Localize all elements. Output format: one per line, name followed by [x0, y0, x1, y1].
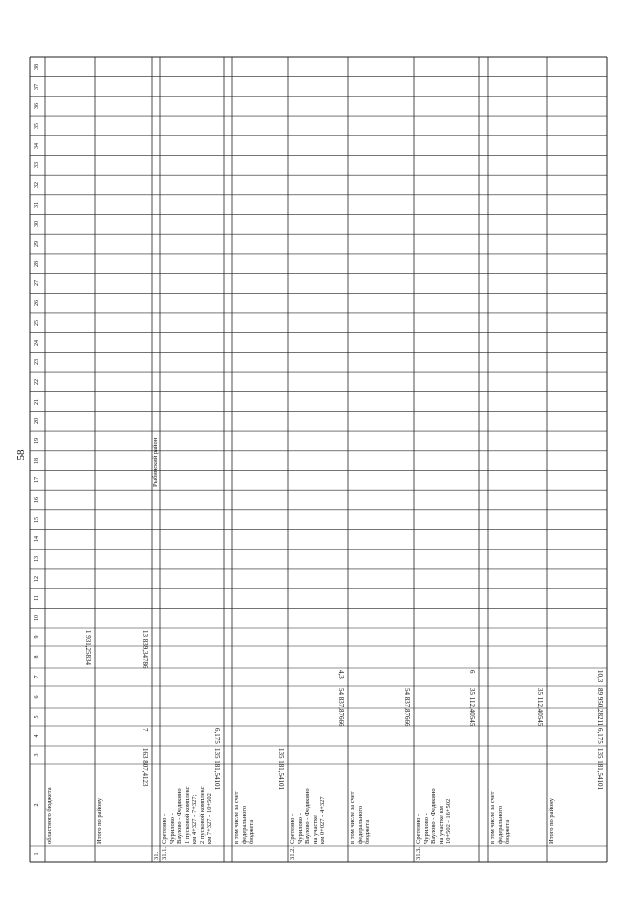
value-col-4: 6,175 — [213, 728, 221, 744]
col-number-12: 12 — [34, 575, 40, 582]
col-number-13: 13 — [34, 556, 40, 563]
row-name: Итого по району — [548, 797, 555, 844]
col-number-29: 29 — [34, 241, 40, 248]
row-name: областного бюджета — [46, 787, 53, 844]
col-number-37: 37 — [34, 83, 40, 90]
col-number-11: 11 — [34, 595, 40, 602]
col-number-5: 5 — [34, 715, 40, 719]
col-number-4: 4 — [34, 734, 40, 738]
col-number-34: 34 — [34, 142, 40, 149]
col-number-2: 2 — [34, 803, 40, 807]
col-number-6: 6 — [34, 695, 40, 699]
row-name: Сретенно - Чурилово - Ваулово - Федякино 1 пусковой комплекс км 4+327 - 7+327; 2 пусковой комплекс км 7+327 - 10+502 — [161, 786, 213, 844]
row-name: в том числе за счет федерального бюджета — [489, 791, 511, 844]
row-name: в том числе за счет федерального бюджета — [233, 791, 255, 844]
value-col-7: 6 — [468, 670, 476, 674]
row-number: 31.2. — [289, 847, 296, 860]
col-number-30: 30 — [34, 221, 40, 228]
value-col-3: 135 181,54101 — [213, 748, 221, 790]
value-col-4: 7 — [141, 728, 149, 732]
row-number: 31.1. — [161, 847, 168, 860]
col-number-35: 35 — [34, 122, 40, 129]
col-number-19: 19 — [34, 437, 40, 444]
col-number-14: 14 — [34, 536, 40, 543]
value-col-6: 54 837,87666 — [403, 688, 411, 727]
section-label: Рыбинский район — [152, 437, 159, 487]
value-col-6: 35 112,40545 — [468, 688, 476, 727]
col-number-24: 24 — [34, 339, 40, 346]
page-number: 58 — [15, 449, 27, 461]
col-number-15: 15 — [34, 516, 40, 523]
col-number-20: 20 — [34, 418, 40, 425]
col-number-38: 38 — [34, 63, 40, 70]
col-number-1: 1 — [34, 852, 40, 856]
value-col-3: 163 807,4123 — [141, 748, 149, 787]
col-number-7: 7 — [34, 675, 40, 679]
value-col-6: 89 950,28211 — [596, 688, 604, 727]
col-number-18: 18 — [34, 457, 40, 464]
col-number-10: 10 — [34, 615, 40, 622]
value-col-4: 6,175 — [596, 728, 604, 744]
row-number: 31. — [153, 851, 160, 860]
row-name: Итого по району — [96, 797, 103, 844]
col-number-22: 22 — [34, 378, 40, 385]
value-col-9: 13 839,34786 — [141, 630, 149, 669]
col-number-9: 9 — [34, 635, 40, 639]
col-number-8: 8 — [34, 655, 40, 659]
col-number-16: 16 — [34, 497, 40, 504]
col-number-33: 33 — [34, 162, 40, 169]
row-name: Сретенно - Чурилово - Ваулово - Федякино на участке км 0+027 - 4+327 — [289, 788, 326, 844]
value-col-6: 35 112,40545 — [536, 688, 544, 727]
col-number-25: 25 — [34, 319, 40, 326]
col-number-3: 3 — [34, 753, 40, 757]
col-number-32: 32 — [34, 181, 40, 188]
col-number-21: 21 — [34, 398, 40, 405]
value-col-3: 135 181,54101 — [596, 748, 604, 790]
col-number-28: 28 — [34, 260, 40, 267]
col-number-27: 27 — [34, 280, 40, 287]
value-col-9: 1 931,25834 — [84, 630, 92, 665]
value-col-3: 135 181,54101 — [277, 748, 285, 790]
row-name: в том числе за счет федерального бюджета — [349, 791, 371, 844]
col-number-26: 26 — [34, 300, 40, 307]
col-number-17: 17 — [34, 477, 40, 484]
row-number: 31.3. — [415, 847, 422, 860]
value-col-7: 10,3 — [596, 670, 604, 683]
col-number-31: 31 — [34, 201, 40, 208]
value-col-6: 54 837,87666 — [337, 688, 345, 727]
col-number-23: 23 — [34, 359, 40, 366]
col-number-36: 36 — [34, 103, 40, 110]
row-name: Сретенно - Чурилово - Ваулово - Федякино на участке км 10+502 - 16+502 — [415, 788, 452, 844]
value-col-7: 4,3 — [337, 670, 345, 679]
